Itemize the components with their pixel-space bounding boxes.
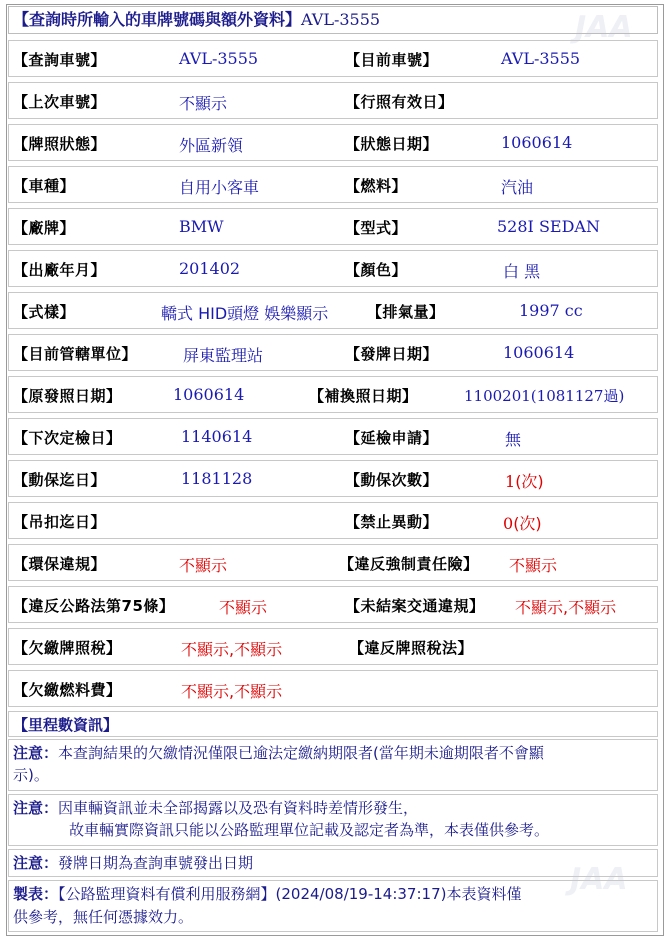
- unpaid-fuel-fee-value: 不顯示,不顯示: [181, 682, 283, 701]
- row-highway-law: [8, 586, 658, 623]
- insurance-violation-label: 【違反強制責任險】: [339, 555, 479, 573]
- reissue-license-label: 【補換照日期】: [309, 387, 418, 405]
- unpaid-license-tax-label: 【欠繳牌照稅】: [13, 639, 122, 657]
- vehicle-type-value: 自用小客車: [179, 178, 260, 197]
- highway-law-label: 【違反公路法第75條】: [13, 597, 175, 615]
- row-manufacture: [8, 250, 658, 287]
- style-label: 【式樣】: [13, 303, 76, 321]
- issue-date-label: 【發牌日期】: [345, 345, 439, 363]
- transfer-ban-unit: (次): [513, 514, 542, 533]
- note-2-line-2: 故車輛實際資訊只能以公路監理單位記載及認定者為準，本表僅供參考。: [69, 821, 550, 839]
- mileage-label: 【里程數資訊】: [13, 716, 119, 734]
- previous-plate-label: 【上次車號】: [13, 93, 107, 111]
- note-2-prefix: 注意：: [13, 799, 59, 817]
- header-title: 【查詢時所輸入的車牌號碼與額外資料】: [13, 10, 302, 29]
- current-office-label: 【目前管轄單位】: [13, 345, 138, 363]
- lien-count-value: [505, 469, 544, 492]
- manufacture-date-label: 【出廠年月】: [13, 261, 107, 279]
- row-brand: [8, 208, 658, 245]
- note-2: [8, 794, 658, 846]
- insurance-violation-value: 不顯示: [509, 556, 558, 575]
- note-3-prefix: 注意：: [13, 854, 59, 872]
- license-tax-violation-label: 【違反牌照稅法】: [349, 639, 474, 657]
- transfer-ban-number: 0: [503, 514, 514, 533]
- footer-timestamp: (2024/08/19-14:37:17): [275, 885, 447, 903]
- lien-count-unit: (次): [515, 472, 544, 491]
- lien-until-label: 【動保迄日】: [13, 471, 107, 489]
- note-1: [8, 739, 658, 791]
- suspension-label: 【吊扣迄日】: [13, 513, 107, 531]
- lien-count-number: 1: [505, 472, 516, 491]
- unsettled-traffic-label: 【未結案交通違規】: [345, 597, 485, 615]
- previous-plate-value: 不顯示: [179, 94, 228, 113]
- watermark-top: JAA: [575, 10, 633, 45]
- current-plate-label: 【目前車號】: [345, 51, 439, 69]
- env-violation-label: 【環保違規】: [13, 555, 107, 573]
- note-3: [8, 849, 658, 877]
- footer: [8, 880, 658, 932]
- row-office: [8, 334, 658, 371]
- row-lien: [8, 460, 658, 497]
- footer-source: 【公路監理資料有償利用服務網】: [58, 885, 276, 903]
- row-suspension: [8, 502, 658, 539]
- mileage-section: [8, 711, 658, 737]
- fuel-value: 汽油: [501, 178, 534, 197]
- row-inspection: [8, 418, 658, 455]
- manufacture-date-value: 201402: [179, 259, 241, 278]
- next-inspection-label: 【下次定檢日】: [13, 429, 122, 447]
- row-plates: [8, 40, 658, 77]
- displacement-value: 1997 cc: [519, 301, 583, 320]
- next-inspection-value: 1140614: [181, 427, 253, 446]
- row-license-tax: [8, 628, 658, 665]
- row-style: [8, 292, 658, 329]
- displacement-label: 【排氣量】: [367, 303, 445, 321]
- issue-date-value: 1060614: [503, 343, 575, 362]
- note-2-line-1: 因車輛資訊並未全部揭露以及恐有資料時差情形發生，: [58, 799, 419, 817]
- row-env: [8, 544, 658, 581]
- plate-status-label: 【牌照狀態】: [13, 135, 107, 153]
- status-date-label: 【狀態日期】: [345, 135, 439, 153]
- color-label: 【顏色】: [345, 261, 408, 279]
- style-value: 轎式 HID頭燈 娛樂顯示: [161, 304, 329, 323]
- row-vehicle-type: [8, 166, 658, 203]
- env-violation-value: 不顯示: [179, 556, 228, 575]
- query-plate-label: 【查詢車號】: [13, 51, 107, 69]
- lien-count-label: 【動保次數】: [345, 471, 439, 489]
- current-office-value: 屏東監理站: [183, 346, 264, 365]
- highway-law-value: 不顯示: [219, 598, 268, 617]
- note-3-line-1: 發牌日期為查詢車號發出日期: [58, 854, 254, 872]
- footer-line-2: 供參考，無任何憑據效力。: [13, 908, 194, 926]
- reissue-license-value: 1100201(1081127過): [464, 387, 625, 405]
- fuel-label: 【燃料】: [345, 177, 408, 195]
- footer-line1-rest: 本表資料僅: [446, 885, 522, 903]
- footer-prefix: 製表：: [13, 885, 59, 903]
- vehicle-type-label: 【車種】: [13, 177, 76, 195]
- row-license-dates: [8, 376, 658, 413]
- header-plate: AVL-3555: [301, 10, 381, 29]
- row-previous-plate: [8, 82, 658, 119]
- original-license-value: 1060614: [173, 385, 245, 404]
- extension-value: 無: [505, 430, 522, 449]
- status-date-value: 1060614: [501, 133, 573, 152]
- plate-status-value: 外區新領: [179, 136, 244, 155]
- brand-label: 【廠牌】: [13, 219, 76, 237]
- transfer-ban-value: [503, 511, 542, 534]
- license-valid-label: 【行照有效日】: [345, 93, 454, 111]
- transfer-ban-label: 【禁止異動】: [345, 513, 439, 531]
- report-header: [8, 6, 658, 34]
- note-1-line-1: 本查詢結果的欠繳情況僅限已逾法定繳納期限者(當年期未逾期限者不會顯: [58, 744, 544, 762]
- query-plate-value: AVL-3555: [179, 49, 259, 68]
- note-1-prefix: 注意：: [13, 744, 59, 762]
- brand-value: BMW: [179, 217, 224, 236]
- current-plate-value: AVL-3555: [501, 49, 581, 68]
- watermark-bottom: JAA: [570, 862, 628, 897]
- unpaid-license-tax-value: 不顯示,不顯示: [181, 640, 283, 659]
- unpaid-fuel-fee-label: 【欠繳燃料費】: [13, 681, 122, 699]
- color-value: 白 黑: [503, 262, 541, 281]
- note-1-line-2: 示)。: [13, 766, 49, 784]
- model-label: 【型式】: [345, 219, 408, 237]
- model-value: 528I SEDAN: [497, 217, 600, 236]
- row-fuel-fee: [8, 670, 658, 707]
- lien-until-value: 1181128: [181, 469, 253, 488]
- row-plate-status: [8, 124, 658, 161]
- unsettled-traffic-value: 不顯示,不顯示: [515, 598, 617, 617]
- original-license-label: 【原發照日期】: [13, 387, 122, 405]
- extension-label: 【延檢申請】: [345, 429, 439, 447]
